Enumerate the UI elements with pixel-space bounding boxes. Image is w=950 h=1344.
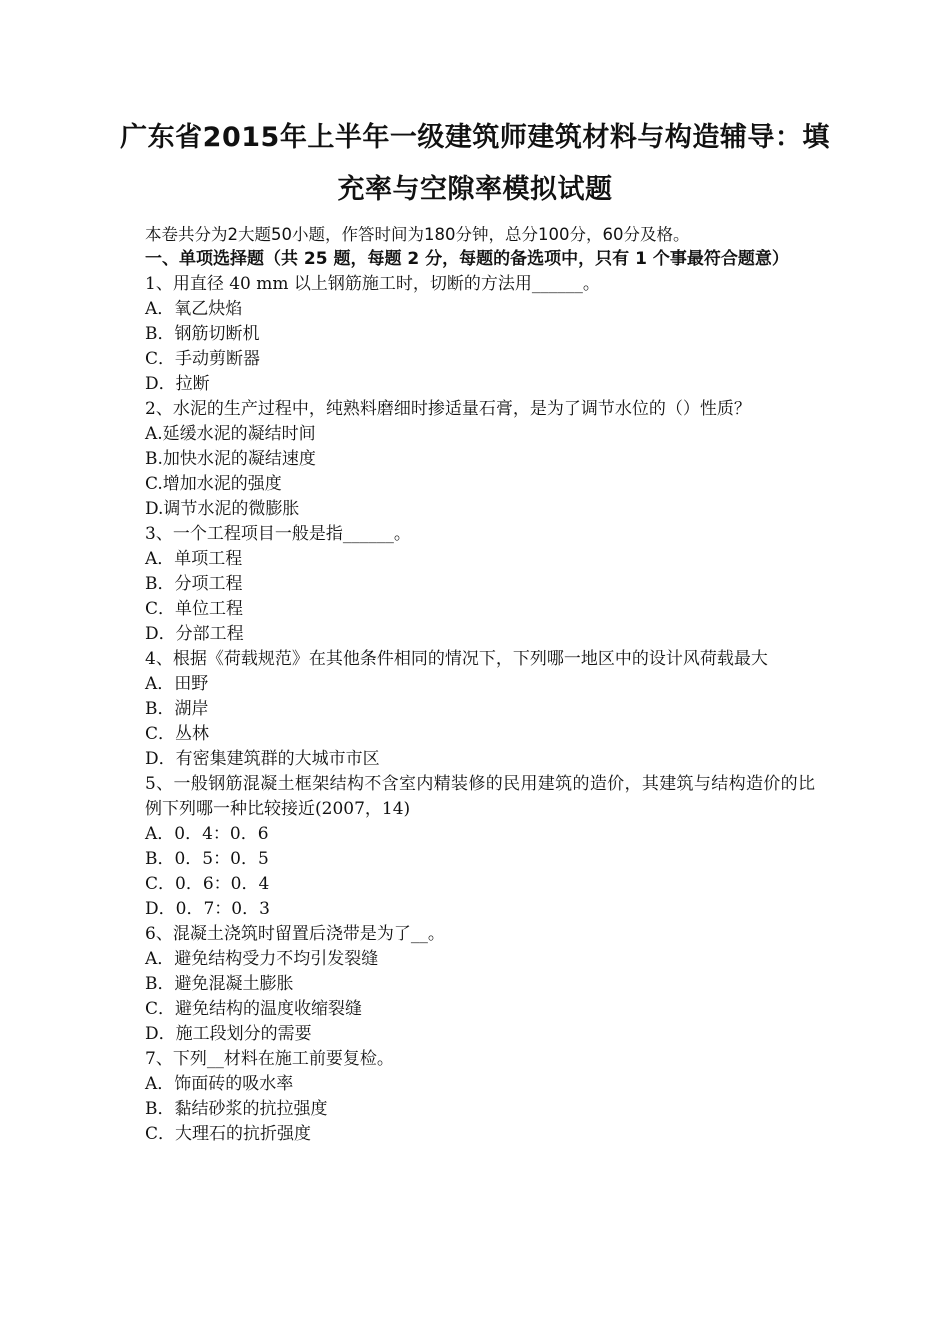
question-stem: 4、根据《荷载规范》在其他条件相同的情况下，下列哪一地区中的设计风荷载最大 bbox=[145, 648, 768, 669]
question-5 bbox=[145, 772, 815, 922]
question-stem: 3、一个工程项目一般是指______。 bbox=[145, 523, 411, 544]
question-option: D．0．7：0．3 bbox=[145, 898, 270, 919]
question-option: A．氧乙炔焰 bbox=[145, 298, 243, 319]
question-stem: 7、下列__材料在施工前要复检。 bbox=[145, 1048, 394, 1069]
question-option: D.调节水泥的微膨胀 bbox=[145, 498, 300, 519]
question-option: B.加快水泥的凝结速度 bbox=[145, 448, 316, 469]
question-option: C．避免结构的温度收缩裂缝 bbox=[145, 998, 363, 1019]
question-option: D．有密集建筑群的大城市市区 bbox=[145, 748, 380, 769]
question-option: C．单位工程 bbox=[145, 598, 244, 619]
question-stem: 2、水泥的生产过程中，纯熟料磨细时掺适量石膏，是为了调节水位的（）性质？ bbox=[145, 398, 751, 419]
question-option: A．田野 bbox=[145, 673, 209, 694]
question-option: B．0．5：0．5 bbox=[145, 848, 269, 869]
question-option: C．0．6：0．4 bbox=[145, 873, 270, 894]
question-option: A．0．4：0．6 bbox=[145, 823, 269, 844]
question-option: B．钢筋切断机 bbox=[145, 323, 260, 344]
question-option: B．湖岸 bbox=[145, 698, 209, 719]
question-option: B．避免混凝土膨胀 bbox=[145, 973, 294, 994]
question-option: C．丛林 bbox=[145, 723, 210, 744]
question-stem: 6、混凝土浇筑时留置后浇带是为了__。 bbox=[145, 923, 445, 944]
question-2 bbox=[145, 397, 815, 522]
question-4 bbox=[145, 647, 815, 772]
section-heading: 一、单项选择题（共 25 题，每题 2 分，每题的备选项中，只有 1 个事最符合题意） bbox=[145, 249, 789, 269]
question-option: D．施工段划分的需要 bbox=[145, 1023, 312, 1044]
question-option: C.增加水泥的强度 bbox=[145, 473, 282, 494]
question-option: B．黏结砂浆的抗拉强度 bbox=[145, 1098, 328, 1119]
question-option: C．手动剪断器 bbox=[145, 348, 261, 369]
question-option: A．避免结构受力不均引发裂缝 bbox=[145, 948, 379, 969]
question-stem: 5、一般钢筋混凝土框架结构不含室内精装修的民用建筑的造价，其建筑与结构造价的比例下列哪一种比较接近(2007，14) bbox=[145, 773, 815, 819]
question-6 bbox=[145, 922, 815, 1047]
document-title-line-2: 充率与空隙率模拟试题 bbox=[337, 174, 613, 205]
exam-intro: 本卷共分为2大题50小题，作答时间为180分钟，总分100分，60分及格。 bbox=[145, 225, 690, 244]
question-option: A．饰面砖的吸水率 bbox=[145, 1073, 294, 1094]
question-option: D．拉断 bbox=[145, 373, 210, 394]
question-option: B．分项工程 bbox=[145, 573, 243, 594]
question-stem: 1、用直径 40 mm 以上钢筋施工时，切断的方法用______。 bbox=[145, 273, 600, 294]
document-title-line-1: 广东省2015年上半年一级建筑师建筑材料与构造辅导：填 bbox=[120, 122, 830, 153]
question-option: A．单项工程 bbox=[145, 548, 243, 569]
question-7 bbox=[145, 1047, 815, 1147]
question-option: D．分部工程 bbox=[145, 623, 244, 644]
document-body bbox=[145, 222, 815, 1147]
question-option: A.延缓水泥的凝结时间 bbox=[145, 423, 316, 444]
question-3 bbox=[145, 522, 815, 647]
question-option: C．大理石的抗折强度 bbox=[145, 1123, 312, 1144]
question-1 bbox=[145, 272, 815, 397]
